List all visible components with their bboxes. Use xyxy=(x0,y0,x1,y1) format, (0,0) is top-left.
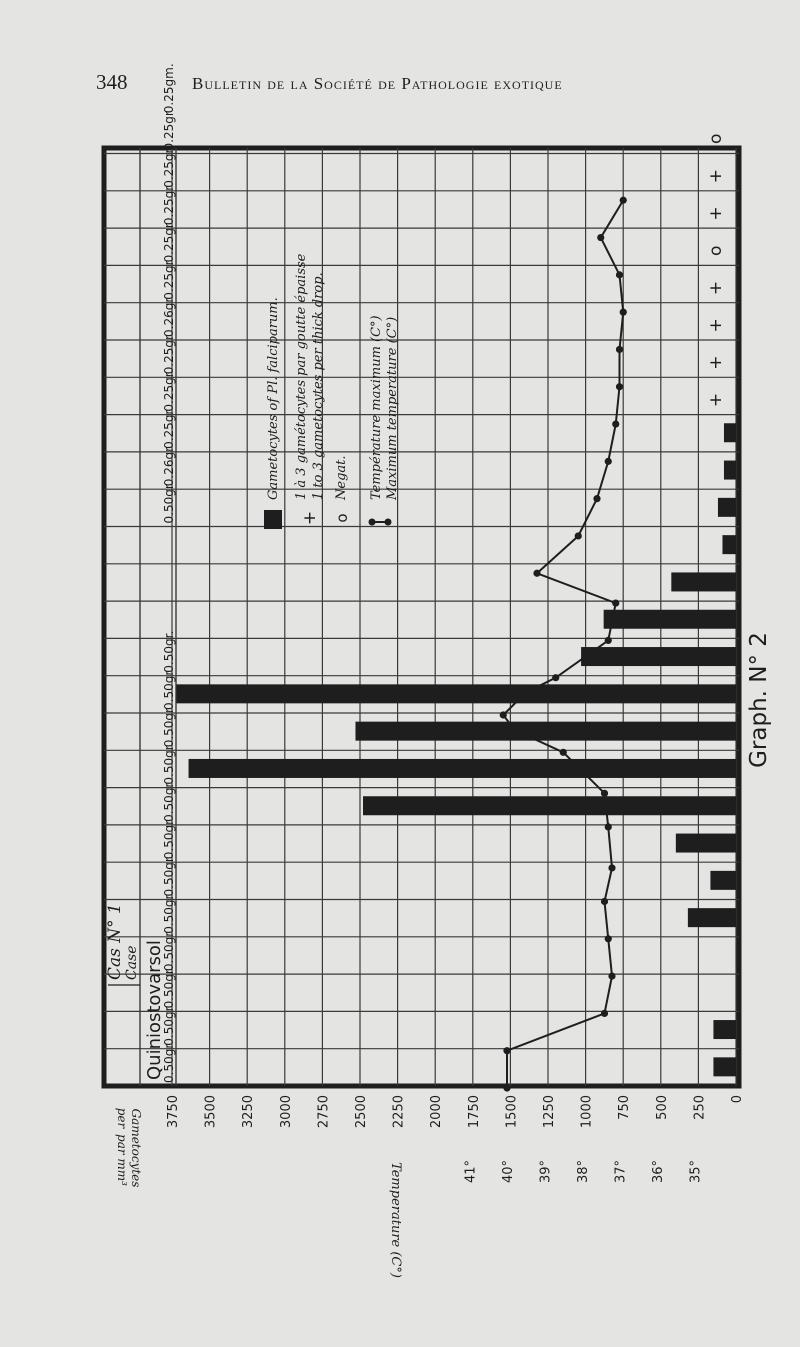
legend-temp-en: Maximum temperature (C°) xyxy=(385,316,400,500)
drug-label: Quiniostovarsol xyxy=(144,940,165,1080)
temperature-point xyxy=(605,823,612,830)
temperature-point xyxy=(500,711,507,718)
temperature-point xyxy=(620,197,627,204)
legend-gametocytes: Gametocytes of Pl. falciparum. xyxy=(266,297,281,500)
gametocyte-tick-label: 250 xyxy=(692,1095,708,1120)
temperature-point xyxy=(605,637,612,644)
gametocyte-bar xyxy=(722,535,736,554)
gametocyte-tick-label: 750 xyxy=(617,1095,633,1120)
page-number: 348 xyxy=(96,70,128,94)
temperature-point xyxy=(612,600,619,607)
dose-label: 0.25gr xyxy=(162,335,176,375)
temperature-tick-label: 37° xyxy=(613,1160,629,1184)
dose-label: 0.50gr xyxy=(162,969,176,1009)
legend-plus-en: 1 to 3 gametocytes per thick drop. xyxy=(311,272,326,500)
gametocyte-bar xyxy=(671,572,736,591)
case-label-en: Case xyxy=(124,945,140,980)
dose-label: 0.50gr xyxy=(162,819,176,860)
dose-label: 0.50gr xyxy=(162,670,176,710)
graph-title: Graph. N° 2 xyxy=(746,632,772,768)
dose-label: 0.50gr xyxy=(162,1043,176,1083)
gametocyte-bar xyxy=(676,834,736,853)
gametocyte-bar xyxy=(355,722,736,741)
gametocyte-tick-label: 1500 xyxy=(504,1095,520,1129)
gametocyte-tick-label: 0 xyxy=(730,1095,745,1104)
gametocyte-tick-label: 3000 xyxy=(278,1095,294,1129)
gametocyte-bar xyxy=(713,1057,736,1076)
temperature-tick-label: 35° xyxy=(688,1160,704,1184)
gametocyte-bar xyxy=(724,423,736,442)
gametocyte-bar xyxy=(581,647,736,666)
temperature-point xyxy=(552,674,559,681)
temperature-point xyxy=(608,973,615,980)
dose-label: 0.50gr xyxy=(162,1006,176,1046)
dose-label: 0.50gr xyxy=(162,931,176,972)
temperature-point xyxy=(612,420,619,427)
legend-plus-symbol: + xyxy=(300,510,320,526)
case-label: Cas N° 1 xyxy=(105,903,125,980)
temperature-point xyxy=(575,532,582,539)
gametocyte-tick-label: 2750 xyxy=(316,1095,332,1129)
temperature-point xyxy=(605,458,612,465)
dose-label: 0.50gr xyxy=(162,708,176,748)
temperature-point xyxy=(522,689,529,696)
gametocyte-bar xyxy=(713,1020,736,1039)
plus-symbol: + xyxy=(706,392,726,408)
temperature-point xyxy=(578,767,585,774)
dose-label: 0.50gr xyxy=(162,484,176,524)
temperature-tick-label: 41° xyxy=(463,1160,479,1184)
dose-label: 0.50gr xyxy=(162,894,176,934)
temperature-point xyxy=(608,864,615,871)
gametocyte-bars xyxy=(177,134,736,1077)
dose-label: 0.50gr xyxy=(162,782,176,822)
dose-label: 0.25gr xyxy=(162,111,176,151)
gametocyte-tick-label: 3750 xyxy=(166,1095,181,1129)
gametocyte-axis-title: Gametocytes xyxy=(129,1108,143,1188)
temperature-point xyxy=(601,790,608,797)
gametocyte-bar xyxy=(718,498,736,517)
temperature-point xyxy=(601,1010,608,1017)
chart-labels xyxy=(105,63,772,1278)
temperature-point xyxy=(560,749,567,756)
gametocyte-bar xyxy=(688,908,736,927)
gametocyte-tick-label: 3500 xyxy=(203,1095,219,1129)
gametocyte-tick-label: 2500 xyxy=(354,1095,369,1129)
temperature-point xyxy=(616,271,623,278)
negative-symbol: o xyxy=(706,245,726,256)
dose-label: 0.50gr. xyxy=(162,630,176,673)
gametocyte-tick-label: 1000 xyxy=(579,1095,595,1129)
gametocyte-axis-per: per xyxy=(115,1107,129,1129)
temperature-axis-title: Temperature (C°) xyxy=(388,1162,403,1278)
gametocyte-bar xyxy=(604,610,736,629)
plus-symbol: + xyxy=(706,318,726,333)
temperature-point xyxy=(503,1047,510,1054)
temperature-point xyxy=(605,935,612,942)
dose-label: 0.25gr xyxy=(162,409,176,449)
temperature-polyline xyxy=(503,200,623,1088)
legend-temp-dot-2 xyxy=(385,519,392,526)
dose-label: 0.25gr xyxy=(162,185,176,226)
gametocyte-bar xyxy=(724,461,736,480)
temperature-point xyxy=(533,570,540,577)
legend-plus-fr: 1 à 3 gamétocytes par goutte épaisse xyxy=(294,253,309,500)
gametocyte-axis-unit: par mm³ xyxy=(115,1134,129,1186)
dose-label: 0.25gr xyxy=(162,148,176,188)
temperature-line xyxy=(500,197,627,1092)
gametocyte-tick-label: 1250 xyxy=(542,1095,557,1129)
dose-label: 0.50gr xyxy=(162,857,176,897)
gametocyte-tick-label: 500 xyxy=(654,1095,670,1120)
dose-label: 0.26gr xyxy=(162,297,176,337)
legend-temp-fr: Température maximum (C°) xyxy=(369,315,384,500)
temperature-point xyxy=(616,383,623,390)
negative-symbol: o xyxy=(706,133,726,145)
dose-label: 0.25gm. xyxy=(162,63,176,114)
temperature-point xyxy=(503,1084,510,1091)
running-head: Bulletin de la Société de Pathologie exotique xyxy=(192,74,563,93)
gametocyte-tick-label: 2250 xyxy=(391,1095,407,1129)
temperature-tick-label: 38° xyxy=(576,1160,591,1184)
temperature-tick-label: 40° xyxy=(501,1160,516,1184)
dose-label: 0.25gr xyxy=(162,372,176,412)
temperature-point xyxy=(597,234,604,241)
gametocyte-bar xyxy=(710,871,736,890)
gametocyte-bar xyxy=(189,759,736,778)
temperature-point xyxy=(616,346,623,353)
plus-symbol: + xyxy=(706,355,726,370)
dose-label: 0.25gr xyxy=(162,223,176,263)
gametocyte-bar xyxy=(363,796,736,815)
dose-label: 0.25gr xyxy=(162,260,176,300)
dose-label: 0.26gr xyxy=(162,446,176,487)
temperature-point xyxy=(511,726,518,733)
legend-negative: Negat. xyxy=(334,455,349,500)
legend-temp-dot-1 xyxy=(369,519,376,526)
temperature-tick-label: 39° xyxy=(538,1160,554,1184)
temperature-tick-label: 36° xyxy=(651,1160,666,1184)
temperature-point xyxy=(593,495,600,502)
gametocyte-bar xyxy=(177,684,736,703)
gametocyte-tick-label: 1750 xyxy=(466,1095,482,1129)
temperature-point xyxy=(601,898,608,905)
gametocyte-tick-label: 2000 xyxy=(429,1095,445,1129)
plus-symbol: + xyxy=(706,206,726,221)
legend-negative-symbol: o xyxy=(333,513,351,523)
legend-bar-swatch xyxy=(264,510,282,529)
plus-symbol: + xyxy=(706,280,726,296)
gametocyte-tick-label: 3250 xyxy=(241,1095,257,1129)
temperature-point xyxy=(620,309,627,316)
dose-label: 0.50gr xyxy=(162,745,176,785)
plus-symbol: + xyxy=(706,169,726,184)
